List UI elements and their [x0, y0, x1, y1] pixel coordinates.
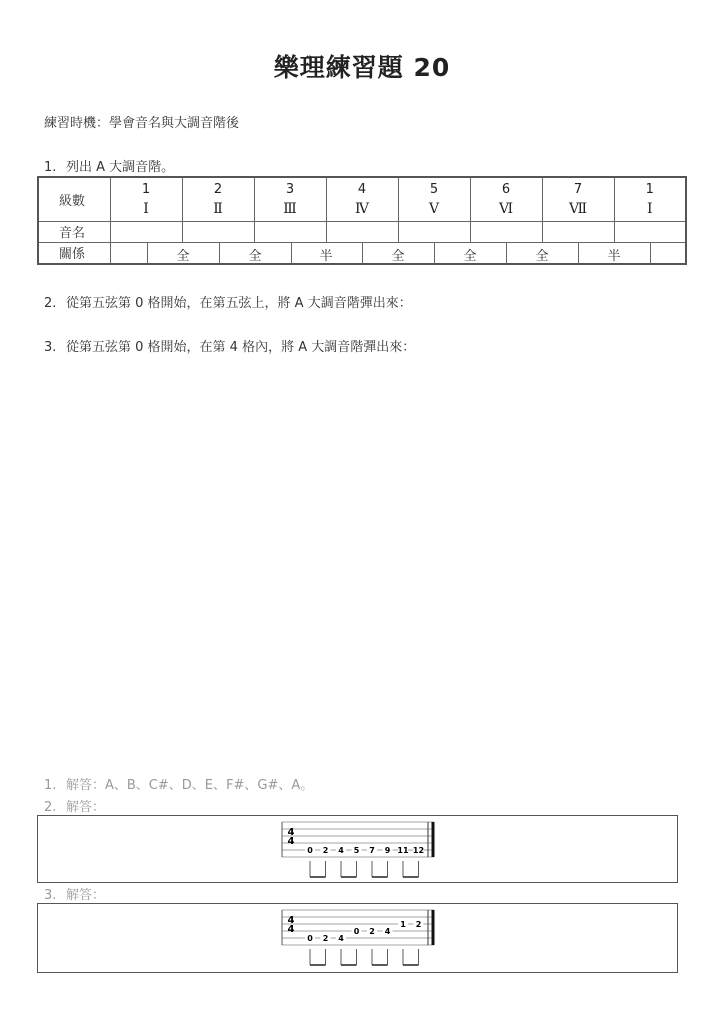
degree-cell-3	[254, 177, 326, 221]
tab-fret-number: 5	[353, 846, 360, 855]
degree-number: 5	[429, 182, 439, 198]
note-name-row	[38, 221, 686, 242]
degree-roman: Ⅵ	[498, 201, 514, 218]
relation-label: 全	[463, 248, 477, 264]
relation-label: 半	[607, 248, 621, 264]
note-name-cell[interactable]	[254, 221, 326, 242]
time-signature-top: 4	[287, 827, 295, 838]
relation-label: 半	[319, 248, 333, 264]
note-name-cell[interactable]	[182, 221, 254, 242]
guitar-tab-3	[280, 906, 438, 970]
relation-divider	[506, 243, 507, 263]
relation-label: 全	[176, 248, 190, 264]
note-name-cell[interactable]	[542, 221, 614, 242]
tab-fret-number: 0	[307, 934, 313, 943]
guitar-tab-2	[280, 818, 438, 882]
tab-fret-number: 4	[338, 934, 344, 943]
relation-divider	[147, 243, 148, 263]
answer-3-tab-box	[37, 903, 678, 973]
tab-fret-number: 11	[397, 846, 409, 855]
row-label-note-name: 音名	[38, 221, 110, 242]
degree-roman: Ⅰ	[646, 201, 653, 218]
answer-text: 解答：A、B、C#、D、E、F#、G#、A。	[66, 778, 314, 793]
row-label-degree: 級數	[38, 177, 110, 221]
degree-cell-7	[542, 177, 614, 221]
relation-divider	[291, 243, 292, 263]
degree-number: 4	[357, 182, 367, 198]
tab-fret-number: 2	[369, 927, 375, 936]
degree-cell-4	[326, 177, 398, 221]
relation-row	[38, 242, 686, 264]
question-3	[44, 336, 415, 355]
relation-divider	[650, 243, 651, 263]
relation-label: 全	[391, 248, 405, 264]
relation-divider	[219, 243, 220, 263]
degree-roman: Ⅴ	[428, 201, 440, 218]
tab-fret-number: 4	[384, 927, 391, 936]
degree-number: 1	[141, 182, 151, 198]
relation-strip	[110, 242, 686, 264]
answer-text: 解答：	[66, 800, 106, 815]
relation-divider	[578, 243, 579, 263]
answer-2-tab-box	[37, 815, 678, 883]
row-label-relation: 關係	[38, 242, 110, 264]
relation-label: 全	[248, 248, 262, 264]
degree-number: 1	[645, 182, 654, 198]
answer-2	[44, 796, 105, 815]
tab-fret-number: 0	[307, 846, 313, 855]
degree-roman: Ⅶ	[568, 201, 588, 218]
degree-roman: Ⅲ	[283, 201, 297, 218]
tab-fret-number: 2	[415, 920, 422, 929]
degree-cell-5	[398, 177, 470, 221]
degree-cell-6	[470, 177, 542, 221]
answer-number: 3.	[44, 888, 57, 903]
question-text: 從第五弦第 0 格開始，在第 4 格內，將 A 大調音階彈出來：	[66, 340, 416, 355]
degree-cell-2	[182, 177, 254, 221]
page-title: 樂理練習題 20	[273, 53, 451, 82]
note-name-cell[interactable]	[614, 221, 686, 242]
answer-1	[44, 774, 313, 793]
question-2	[44, 292, 412, 311]
degree-cell-1	[110, 177, 182, 221]
degree-cell-8	[614, 177, 686, 221]
degree-roman: Ⅰ	[143, 201, 149, 218]
tab-fret-number: 7	[369, 846, 375, 855]
degree-row	[38, 177, 686, 221]
question-1	[44, 156, 174, 175]
time-signature-bottom: 4	[287, 924, 295, 935]
practice-timing: 練習時機：學會音名與大調音階後	[44, 116, 240, 131]
relation-label: 全	[535, 248, 549, 264]
tab-fret-number: 9	[384, 846, 391, 855]
note-name-cell[interactable]	[470, 221, 542, 242]
answer-number: 2.	[44, 800, 57, 815]
answer-text: 解答：	[66, 888, 106, 903]
degree-number: 6	[501, 182, 511, 198]
note-name-cell[interactable]	[326, 221, 398, 242]
tab-fret-number: 4	[338, 846, 344, 855]
degree-number: 3	[285, 182, 295, 198]
tab-fret-number: 2	[322, 934, 329, 943]
question-text: 列出 A 大調音階。	[66, 160, 175, 175]
question-number: 3.	[44, 340, 57, 355]
degree-roman: Ⅱ	[213, 201, 223, 218]
degree-number: 2	[213, 182, 223, 198]
tab-fret-number: 1	[400, 920, 406, 929]
tab-fret-number: 2	[322, 846, 329, 855]
question-number: 2.	[44, 296, 57, 311]
relation-cells	[111, 243, 686, 263]
scale-table	[37, 176, 687, 265]
answer-3	[44, 884, 105, 903]
degree-number: 7	[573, 182, 583, 198]
relation-divider	[434, 243, 435, 263]
tab-fret-number: 12	[412, 846, 425, 855]
answer-number: 1.	[44, 778, 57, 793]
question-text: 從第五弦第 0 格開始，在第五弦上，將 A 大調音階彈出來：	[66, 296, 412, 311]
degree-roman: Ⅳ	[355, 201, 369, 218]
question-number: 1.	[44, 160, 57, 175]
time-signature-bottom: 4	[287, 836, 295, 847]
note-name-cell[interactable]	[110, 221, 182, 242]
tab-fret-number: 0	[353, 927, 360, 936]
relation-divider	[362, 243, 363, 263]
time-signature-top: 4	[287, 915, 295, 926]
note-name-cell[interactable]	[398, 221, 470, 242]
